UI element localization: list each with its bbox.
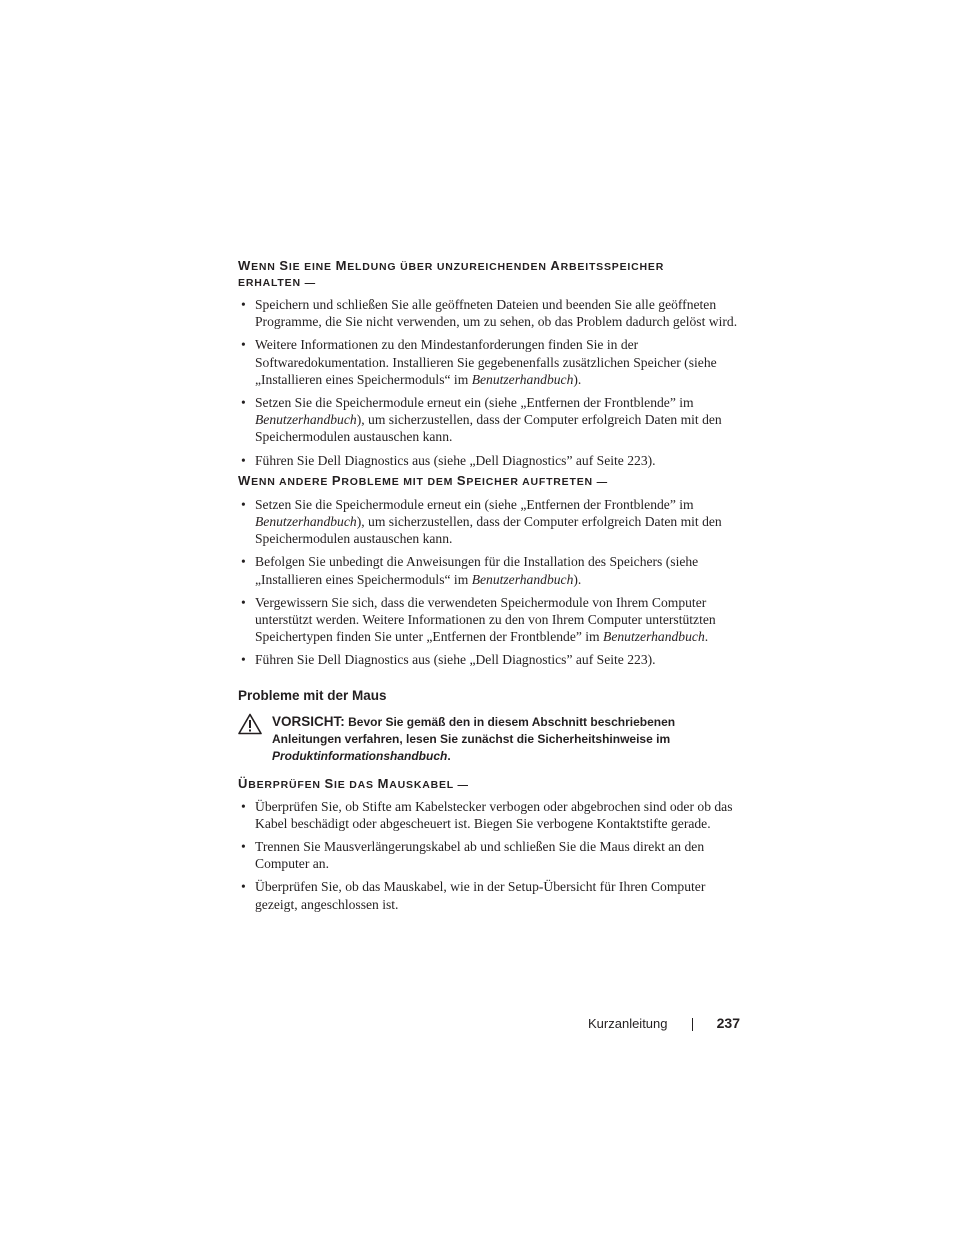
list-item: • Weitere Informationen zu den Mindestanforderungen finden Sie in der Softwaredokumentation. Installieren Sie gegebenenfalls zusätzlichen Speicher (siehe „Installieren eines Speichermoduls“ im Benutzerhandbuch).: [238, 336, 738, 388]
caution-emphasis: Produktinformationshandbuch: [272, 748, 448, 763]
list-item: • Überprüfen Sie, ob das Mauskabel, wie in der Setup-Übersicht für Ihren Computer gezeigt, angeschlossen ist.: [238, 878, 738, 912]
list-item: • Führen Sie Dell Diagnostics aus (siehe „Dell Diagnostics” auf Seite 223).: [238, 452, 738, 469]
section-heading-other-memory: [238, 473, 738, 490]
list-item: • Speichern und schließen Sie alle geöffneten Dateien und beenden Sie alle geöffneten Programme, die Sie nicht verwenden, um zu sehen, ob das Problem dadurch gelöst wird.: [238, 296, 738, 330]
list-item: • Setzen Sie die Speichermodule erneut ein (siehe „Entfernen der Frontblende” im Benutzerhandbuch), um sicherzustellen, dass der Computer erfolgreich Daten mit den Speichermodulen austauschen kann.: [238, 496, 738, 548]
caution-label: VORSICHT:: [272, 713, 345, 729]
section-title-mouse: Probleme mit der Maus: [238, 687, 387, 703]
heading-line: WENN ANDERE PROBLEME MIT DEM SPEICHER AUFTRETEN —: [238, 472, 608, 488]
list-item: • Setzen Sie die Speichermodule erneut ein (siehe „Entfernen der Frontblende” im Benutzerhandbuch), um sicherzustellen, dass der Computer erfolgreich Daten mit den Speichermodulen austauschen kann.: [238, 394, 738, 446]
page-footer: [588, 1014, 740, 1034]
bullet-list: [238, 798, 738, 913]
page-content: [238, 258, 738, 917]
caution-notice: VORSICHT: Bevor Sie gemäß den in diesem Abschnitt beschriebenen Anleitungen verfahren, lesen Sie zunächst die Sicherheitshinweise im Produktinformationshandbuch.: [238, 713, 738, 765]
heading-line: ERHALTEN —: [238, 277, 316, 289]
list-item: • Vergewissern Sie sich, dass die verwendeten Speichermodule von Ihrem Computer unterstützt werden. Weitere Informationen zu den von Ihrem Computer unterstützten Speichertypen finden Sie unter „Entfernen der Frontblende” im Benutzerhandbuch.: [238, 594, 738, 646]
list-item: • Trennen Sie Mausverlängerungskabel ab und schließen Sie die Maus direkt an den Computer an.: [238, 838, 738, 872]
heading-line: WENN SIE EINE MELDUNG ÜBER UNZUREICHENDEN ARBEITSSPEICHER: [238, 258, 665, 273]
list-item: • Führen Sie Dell Diagnostics aus (siehe „Dell Diagnostics” auf Seite 223).: [238, 651, 738, 668]
footer-divider: [692, 1018, 693, 1031]
bullet-list: [238, 296, 738, 469]
section-heading-mouse-cable: [238, 776, 738, 793]
warning-triangle-icon: [238, 713, 262, 735]
list-item: • Befolgen Sie unbedingt die Anweisungen für die Installation des Speichers (siehe „Installieren eines Speichermoduls“ im Benutzerhandbuch).: [238, 553, 738, 587]
heading-line: ÜBERPRÜFEN SIE DAS MAUSKABEL —: [238, 775, 469, 791]
footer-label: Kurzanleitung: [588, 1016, 668, 1031]
list-item: • Überprüfen Sie, ob Stifte am Kabelstecker verbogen oder abgebrochen sind oder ob das Kabel beschädigt oder abgescheuert ist. Biegen Sie verbogene Kontaktstifte gerade.: [238, 798, 738, 832]
page-number: 237: [716, 1015, 740, 1031]
section-heading-low-memory: [238, 258, 738, 291]
bullet-list: [238, 496, 738, 669]
caution-text: Bevor Sie gemäß den in diesem Abschnitt beschriebenen Anleitungen verfahren, lesen Sie zunächst die Sicherheitshinweise im: [272, 714, 676, 746]
